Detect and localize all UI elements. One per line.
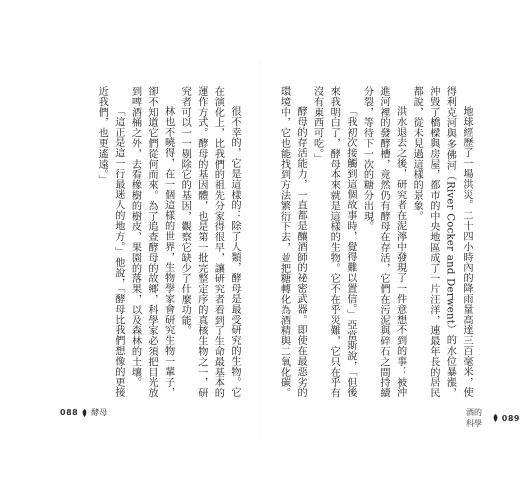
- paragraph: 很不幸的，它是這樣的：除了人類，酵母是最受研究的生物。它在演化上，比我們的祖先分家得很早，讓研究者看到了生命最基本的運作方式。酵母的基因體，也是第一批完整定序的真核生物之一，研究者可以一一剔除它的基因，觀察它缺少了什麼功能。: [179, 86, 240, 398]
- paragraph: 洪水退去之後，研究者在泥濘中發現了一件意想不到的事：被沖進河裡的發酵槽，竟然仍有酵母在存活，它們在污泥與碎石之間持續分裂，等待下一次的糖分出現。: [361, 86, 406, 398]
- left-page-footer: [60, 407, 107, 418]
- right-page-footer: [466, 407, 520, 429]
- page-number: 088: [60, 408, 79, 417]
- leaf-ornament-icon: [492, 414, 499, 422]
- paragraph: 「我初次接觸到這個故事時，覺得難以置信。」亞當斯說，「但後來我明白了，酵母本來就是這樣的生物。它不在乎災難，它只在乎有沒有東西可吃。」: [311, 86, 356, 398]
- running-title: 酒的科學: [466, 408, 482, 428]
- left-page-body: [60, 86, 242, 398]
- paragraph: 酵母的存活能力，一直都是釀酒師的祕密武器。即使在最惡劣的環境中，它也能找到方法繁衍下去，並把糖轉化為酒精與二氧化碳。: [278, 86, 307, 398]
- paragraph: 地球經歷了一場洪災。二十四小時內的降雨量高達三百毫米，使得利克河與多佛河（River Cocker and Derwent）的水位暴漲，沖毀了橋樑與房屋，都市的中央地區成了一片汪洋，連最年長的居民都說，從未見過這樣的景象。: [411, 86, 472, 398]
- paragraph: 林也不曉得，在一個這樣的世界，生物學家會研究生物一輩子，卻不知道它們從何而來。為了追查酵母的故鄉，科學家必須把目光放到啤酒桶之外，去看橡樹的樹皮、果園的落果，以及森林的土壤。: [129, 86, 174, 398]
- running-title: 酵母: [91, 408, 108, 417]
- right-page: [260, 0, 520, 500]
- page-number: 089: [501, 413, 520, 423]
- leaf-ornament-icon: [81, 409, 88, 417]
- right-page-body: [278, 86, 474, 398]
- paragraph: 「這正是這一行最迷人的地方。」他說，「酵母比我們想像的更接近我們，也更遙遠。」: [96, 86, 124, 398]
